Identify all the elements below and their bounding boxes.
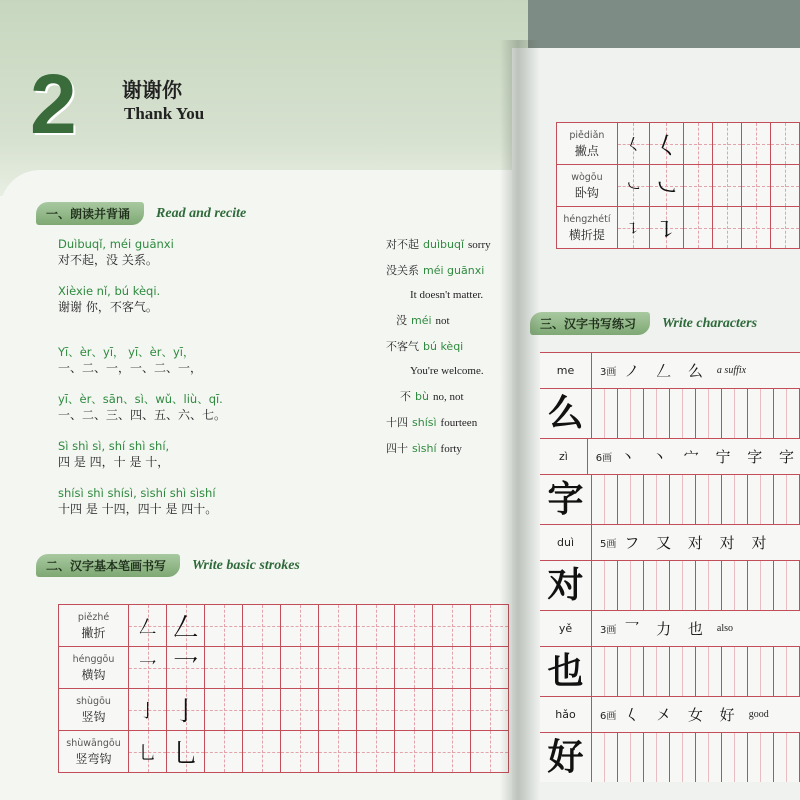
stroke-order: ノ 𠃋 么 [624,362,709,380]
section-write-tag: 三、汉字书写练习 [530,312,650,335]
practice-cell[interactable] [741,165,770,207]
section-read-header [36,202,246,225]
vocab-hanzi: 不 [400,390,411,403]
character-info [592,360,800,381]
stroke-example-cell [617,207,649,249]
practice-cell[interactable] [243,647,281,689]
stroke-example-small: 乚 [138,742,157,764]
recite-pinyin: Yī、èr、yī， yī、èr、yī， [58,345,195,359]
section-read-tag: 一、朗读并背诵 [36,202,144,225]
recite-hanzi: 一、二、三、四、五、六、七。 [58,408,227,422]
character-info-row [540,696,800,732]
vocab-hanzi: 没关系 [386,264,419,277]
practice-cell[interactable] [683,123,712,165]
practice-cell[interactable] [243,605,281,647]
practice-cell[interactable] [357,689,395,731]
model-character: 对 [540,561,592,610]
stroke-example-cell [129,689,167,731]
recite-pair [58,485,358,518]
stroke-count: 6画 [600,711,617,722]
stroke-row [557,165,800,207]
writing-cells[interactable] [592,389,800,438]
stroke-label [59,689,129,731]
recite-pinyin: Sì shì sì, shí shì shí, [58,439,170,453]
stroke-example-cell [650,123,684,165]
stroke-example-small: 亅 [138,700,157,722]
stroke-example-large: 𡿨 [654,132,679,160]
character-pinyin: yě [540,611,592,646]
stroke-hanzi: 卧钩 [574,185,599,200]
practice-cell[interactable] [281,731,319,773]
practice-cell[interactable] [395,689,433,731]
recite-pair [58,344,358,377]
recite-hanzi: 四 是 四，十 是 十， [58,455,170,469]
practice-cell[interactable] [683,165,712,207]
section-read-english: Read and recite [156,205,247,221]
practice-cell[interactable] [770,123,799,165]
section-write-english: Write characters [662,315,758,331]
stroke-example-large: 乛 [172,655,199,685]
recite-pinyin: Duìbuqǐ, méi guānxi [58,237,174,251]
stroke-example-cell [129,731,167,773]
character-pinyin: me [540,353,592,388]
character-writing-row [540,560,800,610]
practice-cell[interactable] [395,605,433,647]
stroke-hanzi: 撇折 [81,625,106,640]
stroke-pinyin: héngzhétí [563,213,611,225]
stroke-label [59,647,129,689]
character-meaning: also [716,623,734,634]
stroke-label [557,165,618,207]
model-character: 么 [540,389,592,438]
vocab-hanzi: 没 [396,314,407,327]
practice-cell[interactable] [319,731,357,773]
practice-cell[interactable] [683,207,712,249]
practice-cell[interactable] [319,647,357,689]
stroke-example-small: ㇊ [625,219,642,238]
character-info [588,446,800,467]
vocab-pinyin: sìshí [412,442,437,455]
stroke-example-cell [167,605,205,647]
stroke-hanzi: 横钩 [81,667,106,682]
model-character: 字 [540,475,592,524]
book-gutter [500,40,540,800]
writing-cells[interactable] [592,561,800,610]
character-practice [540,352,800,782]
stroke-example-cell [617,123,649,165]
practice-cell[interactable] [395,647,433,689]
basic-strokes-grid [58,604,509,773]
writing-cells[interactable] [592,475,800,524]
character-info-row [540,352,800,388]
recite-pinyin: shísì shì shísì, sìshí shì sìshí [58,486,216,500]
vocab-note: It doesn't matter. [410,289,484,301]
writing-cells[interactable] [592,647,800,696]
practice-cell[interactable] [205,689,243,731]
lesson-banner [0,0,528,196]
stroke-example-small: 𡿨 [625,135,642,154]
stroke-pinyin: hénggōu [72,653,115,665]
stroke-order: 丶 丶 宀 宁 字 字 [620,448,800,466]
stroke-order: フ 又 对 对 对 [624,534,773,552]
practice-cell[interactable] [243,731,281,773]
recite-hanzi: 十四 是 十四，四十 是 四十。 [58,502,218,516]
section-strokes-header [36,554,300,577]
character-pinyin: zì [540,439,588,474]
stroke-hanzi: 撇点 [574,143,599,158]
practice-cell[interactable] [712,123,741,165]
character-info [592,618,800,639]
stroke-example-cell [129,605,167,647]
stroke-example-cell [129,647,167,689]
practice-cell[interactable] [433,731,471,773]
stroke-example-cell [167,689,205,731]
stroke-label [59,731,129,773]
stroke-hanzi: 竖弯钩 [75,751,112,766]
stroke-example-large: 乚 [172,739,199,769]
character-pinyin: hǎo [540,697,592,732]
recite-hanzi: 一、二、一，一、二、一， [58,361,203,375]
vocab-pinyin: shísì [412,416,437,429]
recite-pinyin: Xièxie nǐ, bú kèqi. [58,284,161,298]
stroke-row [59,605,509,647]
lesson-title-chinese: 谢谢你 [122,78,182,102]
stroke-example-small: ㇃ [625,177,642,196]
vocab-hanzi: 四十 [386,442,408,455]
practice-cell[interactable] [712,207,741,249]
vocab-english: not [435,315,450,327]
practice-cell[interactable] [357,731,395,773]
vocab-note: You're welcome. [410,365,484,377]
vocab-pinyin: bù [415,390,429,403]
practice-cell[interactable] [205,647,243,689]
model-character: 也 [540,647,592,696]
stroke-row [59,647,509,689]
practice-cell[interactable] [357,605,395,647]
stroke-row [557,207,800,249]
recite-pinyin: yī、èr、sān、sì、wǔ、liù、qī. [58,392,223,406]
practice-cell[interactable] [243,689,281,731]
stroke-row [557,123,800,165]
recite-pair [58,283,358,316]
stroke-pinyin: shùwāngōu [66,737,121,749]
stroke-label [557,123,618,165]
recite-pair [58,236,358,269]
model-character: 好 [540,733,592,782]
stroke-example-cell [650,165,684,207]
character-info-row [540,438,800,474]
stroke-row [59,689,509,731]
stroke-hanzi: 横折提 [568,227,605,242]
recite-text [58,236,358,530]
practice-cell[interactable] [741,207,770,249]
stroke-label [59,605,129,647]
practice-cell[interactable] [395,731,433,773]
stroke-pinyin: piědiǎn [569,129,605,141]
practice-cell[interactable] [319,689,357,731]
vocab-english: no, not [432,391,464,403]
section-strokes-english: Write basic strokes [192,557,300,573]
stroke-example-large: 亅 [172,697,199,727]
practice-cell[interactable] [205,605,243,647]
stroke-example-large: ㇊ [654,216,679,244]
stroke-pinyin: piězhé [77,611,110,623]
practice-cell[interactable] [281,647,319,689]
character-meaning: a suffix [716,365,747,376]
character-meaning: good [748,709,769,720]
practice-cell[interactable] [770,207,799,249]
recite-pair [58,391,358,424]
vocab-english: fourteen [440,417,478,429]
character-info-row [540,524,800,560]
section-write-header [530,312,757,335]
character-info-row [540,610,800,646]
vocab-hanzi: 十四 [386,416,408,429]
stroke-row [59,731,509,773]
stroke-label [557,207,618,249]
vocab-english: sorry [468,239,491,251]
stroke-count: 6画 [595,453,613,464]
vocab-pinyin: duìbuqǐ [423,238,465,251]
stroke-example-small: 𠃋 [138,616,157,638]
practice-cell[interactable] [712,165,741,207]
recite-pair [58,438,358,471]
practice-cell[interactable] [281,689,319,731]
vocab-hanzi: 对不起 [386,238,419,251]
practice-cell[interactable] [433,605,471,647]
writing-cells[interactable] [592,733,800,782]
practice-cell[interactable] [205,731,243,773]
vocab-english: forty [440,443,462,455]
stroke-hanzi: 竖钩 [81,709,106,724]
right-strokes-grid [556,122,800,249]
practice-cell[interactable] [770,165,799,207]
stroke-example-cell [650,207,684,249]
stroke-example-cell [617,165,649,207]
stroke-count: 3画 [600,367,617,378]
character-writing-row [540,646,800,696]
lesson-title-english: Thank You [124,104,205,123]
character-info [592,532,800,553]
character-pinyin: duì [540,525,592,560]
practice-cell[interactable] [433,647,471,689]
character-writing-row [540,732,800,782]
stroke-example-cell [167,647,205,689]
vocab-pinyin: méi [411,314,432,327]
stroke-example-large: 𠃋 [172,613,199,643]
character-info [592,704,800,725]
stroke-pinyin: wògōu [571,171,603,183]
stroke-count: 5画 [600,539,617,550]
stroke-example-cell [167,731,205,773]
recite-hanzi: 谢谢 你，不客气。 [58,300,158,314]
section-strokes-tag: 二、汉字基本笔画书写 [36,554,180,577]
vocab-hanzi: 不客气 [386,340,419,353]
stroke-example-small: 乛 [138,658,157,680]
recite-hanzi: 对不起，没 关系。 [58,253,158,267]
practice-cell[interactable] [319,605,357,647]
vocab-pinyin: méi guānxi [423,264,485,277]
stroke-order: 𡿨 㐅 女 好 [624,706,741,724]
lesson-number: 2 [30,57,77,151]
character-writing-row [540,474,800,524]
character-writing-row [540,388,800,438]
stroke-pinyin: shùgōu [76,695,111,707]
stroke-example-large: ㇃ [654,174,679,202]
vocab-pinyin: bú kèqi [423,340,464,353]
practice-cell[interactable] [357,647,395,689]
stroke-order: 乛 力 也 [624,620,709,638]
practice-cell[interactable] [741,123,770,165]
stroke-count: 3画 [600,625,617,636]
practice-cell[interactable] [433,689,471,731]
practice-cell[interactable] [281,605,319,647]
